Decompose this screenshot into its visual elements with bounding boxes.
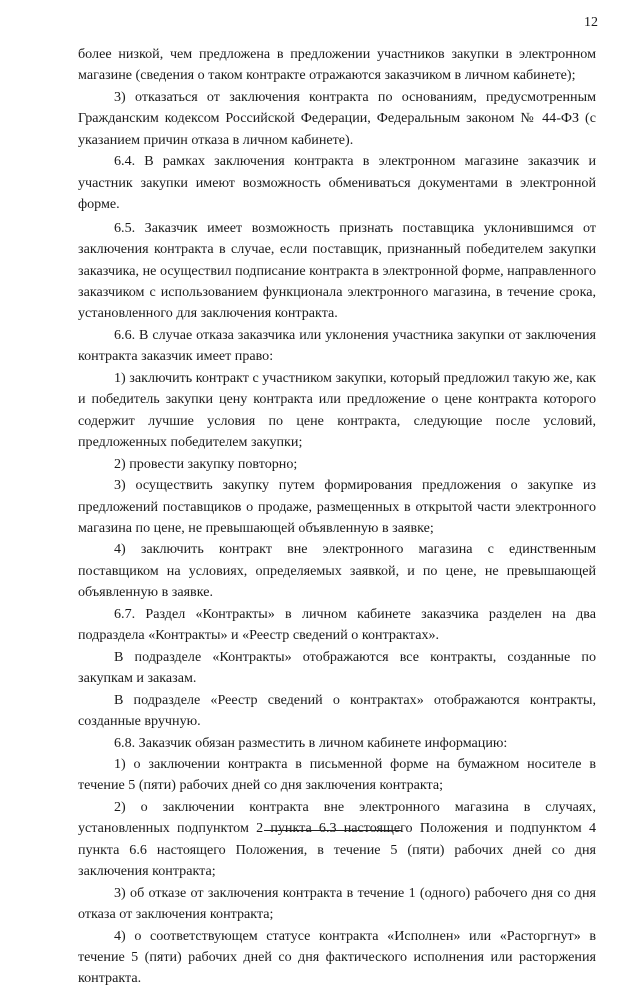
paragraph-list-item: 2) провести закупку повторно; (114, 455, 298, 472)
paragraph-subsection-registry: В подразделе «Реестр сведений о контрактах» отображаются контракты, созданные вручную. (78, 691, 596, 730)
paragraph-list-item: 1) заключить контракт с участником закупки, который предложил такую же, как и победитель закупки цену контракта или предложение о цене контракта которого содержит лучшие условия по цене контракта, следующие после условий, предложенных победителем закупки; (78, 369, 596, 451)
paragraph-list-item: 3) осуществить закупку путем формирования предложения о закупке из предложений поставщиков о продаже, размещенных в открытой части электронного магазина по цене, не превышающей объявленную в заявке; (78, 477, 596, 536)
paragraph-section-6-6: 6.6. В случае отказа заказчика или уклонения участника закупки от заключения контракта заказчик имеет право: (78, 326, 596, 365)
paragraph-list-item: 4) заключить контракт вне электронного магазина с единственным поставщиком на условиях, определяемых заявкой, и по цене, не превышающей объявленную в заявке. (78, 541, 596, 601)
end-divider (264, 830, 402, 831)
page-number: 12 (584, 15, 598, 30)
paragraph-list-item: 1) о заключении контракта в письменной форме на бумажном носителе в течение 5 (пяти) рабочих дней со дня заключения контракта; (78, 755, 596, 794)
paragraph-list-item: 3) об отказе от заключения контракта в течение 1 (одного) рабочего дня со дня отказа от заключения контракта; (78, 884, 596, 923)
paragraph-continuation: более низкой, чем предложена в предложении участников закупки в электронном магазине (сведения о таком контракте отражаются заказчиком в личном кабинете); (78, 46, 596, 84)
paragraph-section-6-4: 6.4. В рамках заключения контракта в электронном магазине заказчик и участник закупки имеют возможность обмениваться документами в электронной форме. (78, 153, 596, 213)
paragraph-list-item: 3) отказаться от заключения контракта по основаниям, предусмотренным Гражданским кодексом Российской Федерации, Федеральным законом № 44-ФЗ (с указанием причин отказа в личном кабинете). (78, 88, 596, 148)
paragraph-subsection-contracts: В подразделе «Контракты» отображаются все контракты, созданные по закупкам и заказам. (78, 648, 596, 687)
paragraph-section-6-5: 6.5. Заказчик имеет возможность признать поставщика уклонившимся от заключения контракта в случае, если поставщик, признанный победителем закупки заказчика, не осуществил подписание контракта в электронной форме, направленного заказчиком с использованием функционала электронного магазина, в течение срока, установленного для заключения контракта. (78, 219, 596, 322)
paragraph-section-6-8: 6.8. Заказчик обязан разместить в личном кабинете информацию: (114, 734, 508, 751)
paragraph-list-item: 4) о соответствующем статусе контракта «Исполнен» или «Расторгнут» в течение 5 (пяти) рабочих дней со дня фактического исполнения или расторжения контракта. (78, 927, 596, 987)
paragraph-section-6-7: 6.7. Раздел «Контракты» в личном кабинете заказчика разделен на два подраздела «Контракты» и «Реестр сведений о контрактах». (78, 605, 596, 644)
document-body (78, 44, 596, 990)
paragraph-list-item: 2) о заключении контракта вне электронного магазина в случаях, установленных подпунктом 2 пункта 6.3 настоящего Положения и подпунктом 4 пункта 6.6 настоящего Положения, в течение 5 (пяти) рабочих дней со дня заключения контракта; (78, 798, 596, 880)
